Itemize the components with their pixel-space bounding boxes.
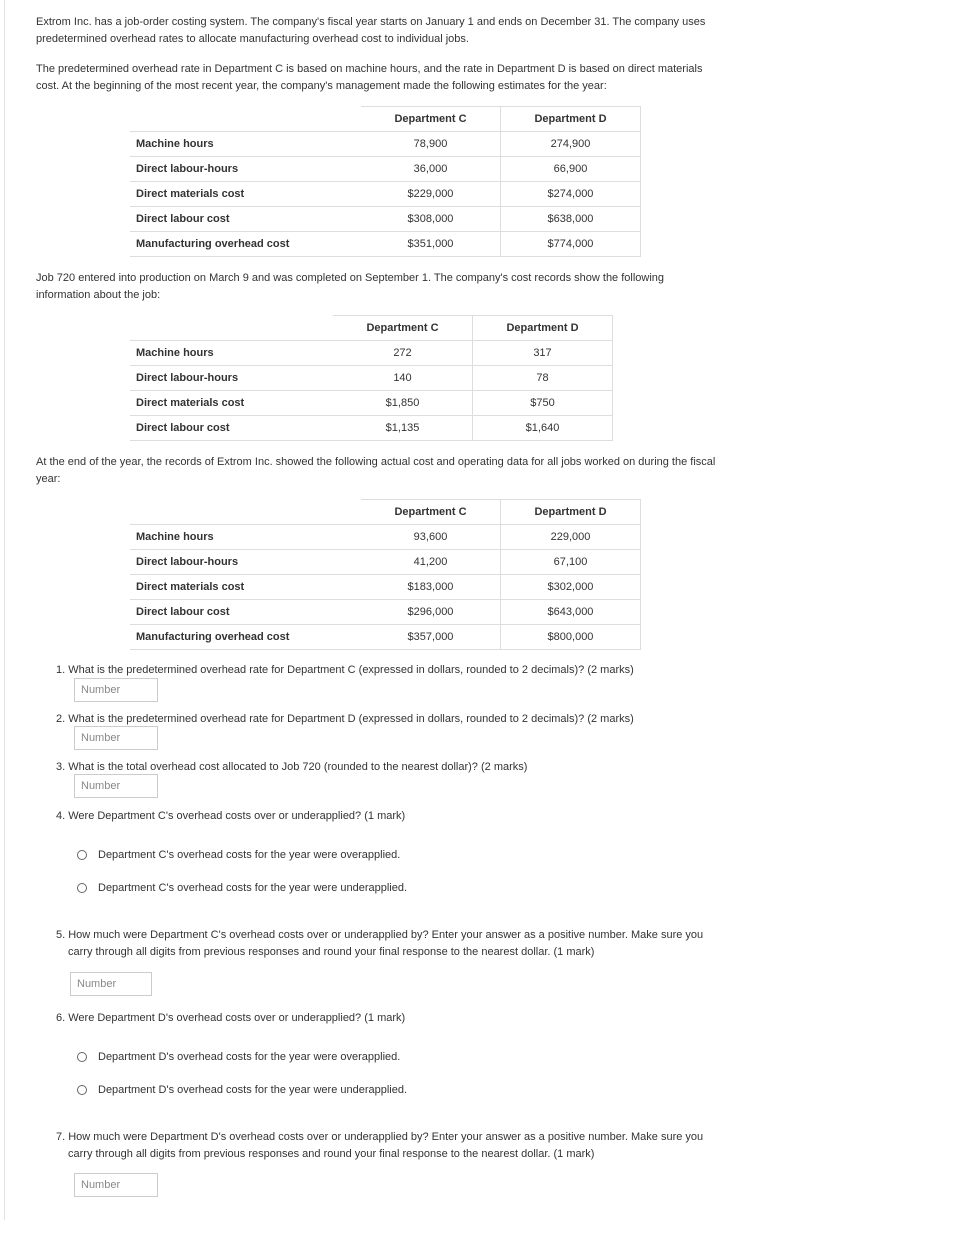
- cell-dept-c: $308,000: [361, 207, 501, 232]
- intro-paragraph-1: Extrom Inc. has a job-order costing system. The company's fiscal year starts on January 1 and ends on December 31. The company uses predetermined overhead rates to allocate manufacturing overhead cost to individual jobs.: [36, 16, 706, 45]
- table-row: [130, 625, 641, 650]
- actual-table: [130, 499, 641, 650]
- cell-dept-d: $638,000: [501, 207, 641, 232]
- radio-button[interactable]: [77, 850, 87, 860]
- q6-option-overapplied[interactable]: [77, 1051, 400, 1063]
- q2-answer-input[interactable]: [74, 726, 158, 750]
- q7-answer-input[interactable]: [74, 1173, 158, 1197]
- row-label: Machine hours: [130, 132, 361, 157]
- col-header-dept-d: Department D: [501, 107, 641, 132]
- table-row: [130, 600, 641, 625]
- col-header-dept-d: Department D: [473, 316, 613, 341]
- table-row: [130, 525, 641, 550]
- cell-dept-d: $302,000: [501, 575, 641, 600]
- question-7-text: 7. How much were Department D's overhead costs over or underapplied by? Enter your answer as a positive number. Make sure you carry through all digits from previous responses and round your final response to the nearest dollar. (1 mark): [56, 1131, 704, 1160]
- cell-dept-c: $1,850: [333, 391, 473, 416]
- question-5: [56, 927, 706, 961]
- cell-dept-d: $800,000: [501, 625, 641, 650]
- row-label: Manufacturing overhead cost: [130, 232, 361, 257]
- table-row: [130, 232, 641, 257]
- question-7: [56, 1129, 706, 1163]
- cell-dept-d: $274,000: [501, 182, 641, 207]
- row-label: Direct materials cost: [130, 391, 333, 416]
- q3-answer-input[interactable]: [74, 774, 158, 798]
- row-label: Direct materials cost: [130, 575, 361, 600]
- col-header-dept-c: Department C: [361, 500, 501, 525]
- cell-dept-c: 41,200: [361, 550, 501, 575]
- actual-paragraph: At the end of the year, the records of Extrom Inc. showed the following actual cost and operating data for all jobs worked on during the fiscal year:: [36, 456, 716, 485]
- cell-dept-d: 78: [473, 366, 613, 391]
- table-row: [130, 132, 641, 157]
- row-label: Direct materials cost: [130, 182, 361, 207]
- job-720-table: [130, 315, 613, 441]
- table-row: [130, 550, 641, 575]
- q4-option-underapplied[interactable]: [77, 882, 407, 894]
- q1-answer-input[interactable]: [74, 678, 158, 702]
- row-label: Direct labour cost: [130, 416, 333, 441]
- cell-dept-c: 93,600: [361, 525, 501, 550]
- cell-dept-d: 67,100: [501, 550, 641, 575]
- question-4: 4. Were Department C's overhead costs over or underapplied? (1 mark): [56, 810, 406, 822]
- col-header-dept-d: Department D: [501, 500, 641, 525]
- table-row: [130, 575, 641, 600]
- row-label: Machine hours: [130, 525, 361, 550]
- option-label: Department C's overhead costs for the year were underapplied.: [98, 882, 408, 894]
- cell-dept-d: $643,000: [501, 600, 641, 625]
- col-header-dept-c: Department C: [333, 316, 473, 341]
- row-label: Direct labour-hours: [130, 550, 361, 575]
- table-row: [130, 207, 641, 232]
- cell-dept-d: $774,000: [501, 232, 641, 257]
- question-5-text: 5. How much were Department C's overhead costs over or underapplied by? Enter your answer as a positive number. Make sure you carry through all digits from previous responses and round your final response to the nearest dollar. (1 mark): [56, 929, 704, 958]
- cell-dept-d: $750: [473, 391, 613, 416]
- cell-dept-d: 66,900: [501, 157, 641, 182]
- option-label: Department D's overhead costs for the year were overapplied.: [98, 1051, 401, 1063]
- cell-dept-c: $296,000: [361, 600, 501, 625]
- cell-dept-d: 317: [473, 341, 613, 366]
- table-row: [130, 182, 641, 207]
- row-label: Direct labour cost: [130, 600, 361, 625]
- table-row: [130, 341, 613, 366]
- row-label: Direct labour-hours: [130, 157, 361, 182]
- q6-option-underapplied[interactable]: [77, 1084, 407, 1096]
- question-2: 2. What is the predetermined overhead rate for Department D (expressed in dollars, rounded to 2 decimals)? (2 marks): [56, 713, 634, 725]
- row-label: Machine hours: [130, 341, 333, 366]
- table-corner: [130, 500, 361, 525]
- radio-button[interactable]: [77, 1052, 87, 1062]
- question-1: 1. What is the predetermined overhead rate for Department C (expressed in dollars, rounded to 2 decimals)? (2 marks): [56, 664, 634, 676]
- question-3: 3. What is the total overhead cost allocated to Job 720 (rounded to the nearest dollar)? (2 marks): [56, 761, 528, 773]
- col-header-dept-c: Department C: [361, 107, 501, 132]
- table-row: [130, 416, 613, 441]
- question-6: 6. Were Department D's overhead costs over or underapplied? (1 mark): [56, 1012, 406, 1024]
- radio-button[interactable]: [77, 883, 87, 893]
- cell-dept-c: $357,000: [361, 625, 501, 650]
- option-label: Department C's overhead costs for the year were overapplied.: [98, 849, 401, 861]
- cell-dept-d: 229,000: [501, 525, 641, 550]
- q5-answer-input[interactable]: [70, 972, 152, 996]
- cell-dept-c: $229,000: [361, 182, 501, 207]
- cell-dept-c: $351,000: [361, 232, 501, 257]
- cell-dept-c: 78,900: [361, 132, 501, 157]
- cell-dept-c: $1,135: [333, 416, 473, 441]
- table-corner: [130, 107, 361, 132]
- table-corner: [130, 316, 333, 341]
- cell-dept-d: $1,640: [473, 416, 613, 441]
- row-label: Direct labour-hours: [130, 366, 333, 391]
- q4-option-overapplied[interactable]: [77, 849, 400, 861]
- intro-paragraph-2: The predetermined overhead rate in Department C is based on machine hours, and the rate in Department D is based on direct materials cost. At the beginning of the most recent year, the company's management made the following estimates for the year:: [36, 63, 703, 92]
- radio-button[interactable]: [77, 1085, 87, 1095]
- cell-dept-c: $183,000: [361, 575, 501, 600]
- cell-dept-c: 36,000: [361, 157, 501, 182]
- estimates-table: [130, 106, 641, 257]
- option-label: Department D's overhead costs for the year were underapplied.: [98, 1084, 408, 1096]
- table-row: [130, 391, 613, 416]
- row-label: Direct labour cost: [130, 207, 361, 232]
- table-row: [130, 157, 641, 182]
- cell-dept-c: 140: [333, 366, 473, 391]
- cell-dept-d: 274,900: [501, 132, 641, 157]
- left-border: [4, 0, 5, 1220]
- cell-dept-c: 272: [333, 341, 473, 366]
- table-row: [130, 366, 613, 391]
- job-paragraph: Job 720 entered into production on March 9 and was completed on September 1. The company's cost records show the following information about the job:: [36, 272, 665, 301]
- row-label: Manufacturing overhead cost: [130, 625, 361, 650]
